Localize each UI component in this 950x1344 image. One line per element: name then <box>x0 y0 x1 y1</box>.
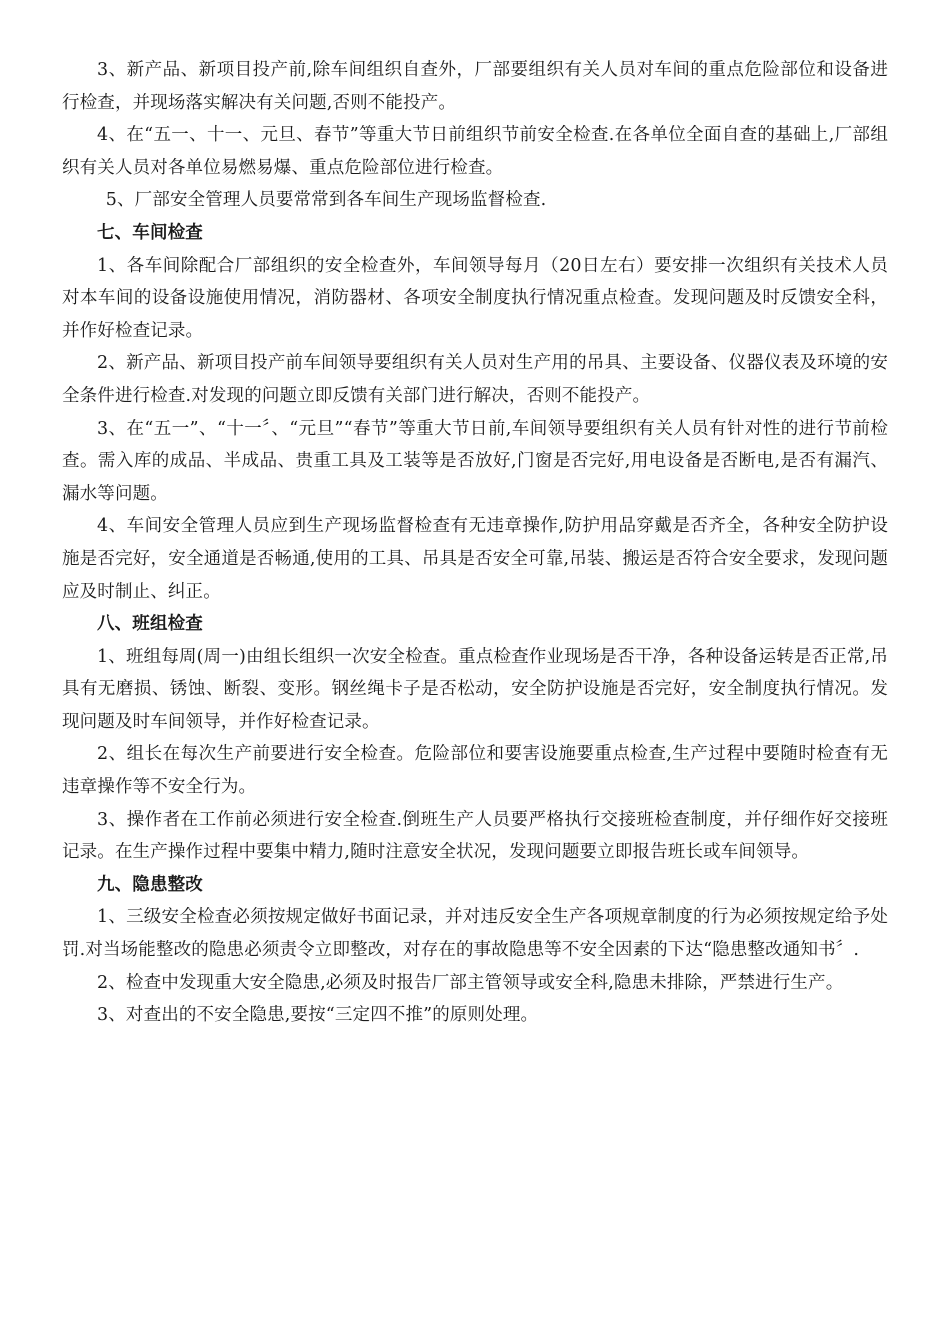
paragraph-8-2: 2、组长在每次生产前要进行安全检查。危险部位和要害设施要重点检查,生产过程中要随时检查有无违章操作等不安全行为。 <box>62 744 888 798</box>
paragraph-7-3: 3、在“五一”、“十一〞、“元旦”“春节”等重大节日前,车间领导要组织有关人员有针对性的进行节前检查。需入库的成品、半成品、贵重工具及工装等是否放好,门窗是否完好,用电设备是否断电,是否有漏汽、漏水等问题。 <box>62 418 888 504</box>
paragraph-6-5: 5、厂部安全管理人员要常常到各车间生产现场监督检查. <box>105 190 547 211</box>
paragraph-9-1: 1、三级安全检查必须按规定做好书面记录，并对违反安全生产各项规章制度的行为必须按规定给予处罚.对当场能整改的隐患必须责令立即整改，对存在的事故隐患等不安全因素的下达“隐患整改通知书〞. <box>62 907 888 961</box>
paragraph-7-2: 2、新产品、新项目投产前车间领导要组织有关人员对生产用的吊具、主要设备、仪器仪表及环境的安全条件进行检查.对发现的问题立即反馈有关部门进行解决，否则不能投产。 <box>62 353 888 406</box>
paragraph-9-2: 2、检查中发现重大安全隐患,必须及时报告厂部主管领导或安全科,隐患未排除，严禁进行生产。 <box>97 972 844 993</box>
paragraph-6-3: 3、新产品、新项目投产前,除车间组织自查外，厂部要组织有关人员对车间的重点危险部位和设备进行检查，并现场落实解决有关问题,否则不能投产。 <box>62 60 888 113</box>
section-heading-9: 九、隐患整改 <box>97 874 203 895</box>
paragraph-7-1: 1、各车间除配合厂部组织的安全检查外，车间领导每月（20日左右）要安排一次组织有关技术人员对本车间的设备设施使用情况，消防器材、各项安全制度执行情况重点检查。发现问题及时反馈安全科，并作好检查记录。 <box>62 255 888 341</box>
paragraph-6-4: 4、在“五一、十一、元旦、春节”等重大节日前组织节前安全检查.在各单位全面自查的基础上,厂部组织有关人员对各单位易燃易爆、重点危险部位进行检查。 <box>62 125 888 178</box>
section-heading-8: 八、班组检查 <box>97 614 203 635</box>
document-page <box>62 54 888 1032</box>
section-heading-7: 七、车间检查 <box>97 222 203 243</box>
paragraph-9-3: 3、对查出的不安全隐患,要按“三定四不推”的原则处理。 <box>97 1005 539 1026</box>
paragraph-8-3: 3、操作者在工作前必须进行安全检查.倒班生产人员要严格执行交接班检查制度，并仔细作好交接班记录。在生产操作过程中要集中精力,随时注意安全状况，发现问题要立即报告班长或车间领导。 <box>62 809 888 863</box>
paragraph-8-1: 1、班组每周(周一)由组长组织一次安全检查。重点检查作业现场是否干净，各种设备运转是否正常,吊具有无磨损、锈蚀、断裂、变形。钢丝绳卡子是否松动，安全防护设施是否完好，安全制度执行情况。发现问题及时车间领导，并作好检查记录。 <box>62 646 888 732</box>
paragraph-7-4: 4、车间安全管理人员应到生产现场监督检查有无违章操作,防护用品穿戴是否齐全，各种安全防护设施是否完好，安全通道是否畅通,使用的工具、吊具是否安全可靠,吊装、搬运是否符合安全要求，发现问题应及时制止、纠正。 <box>62 516 888 602</box>
